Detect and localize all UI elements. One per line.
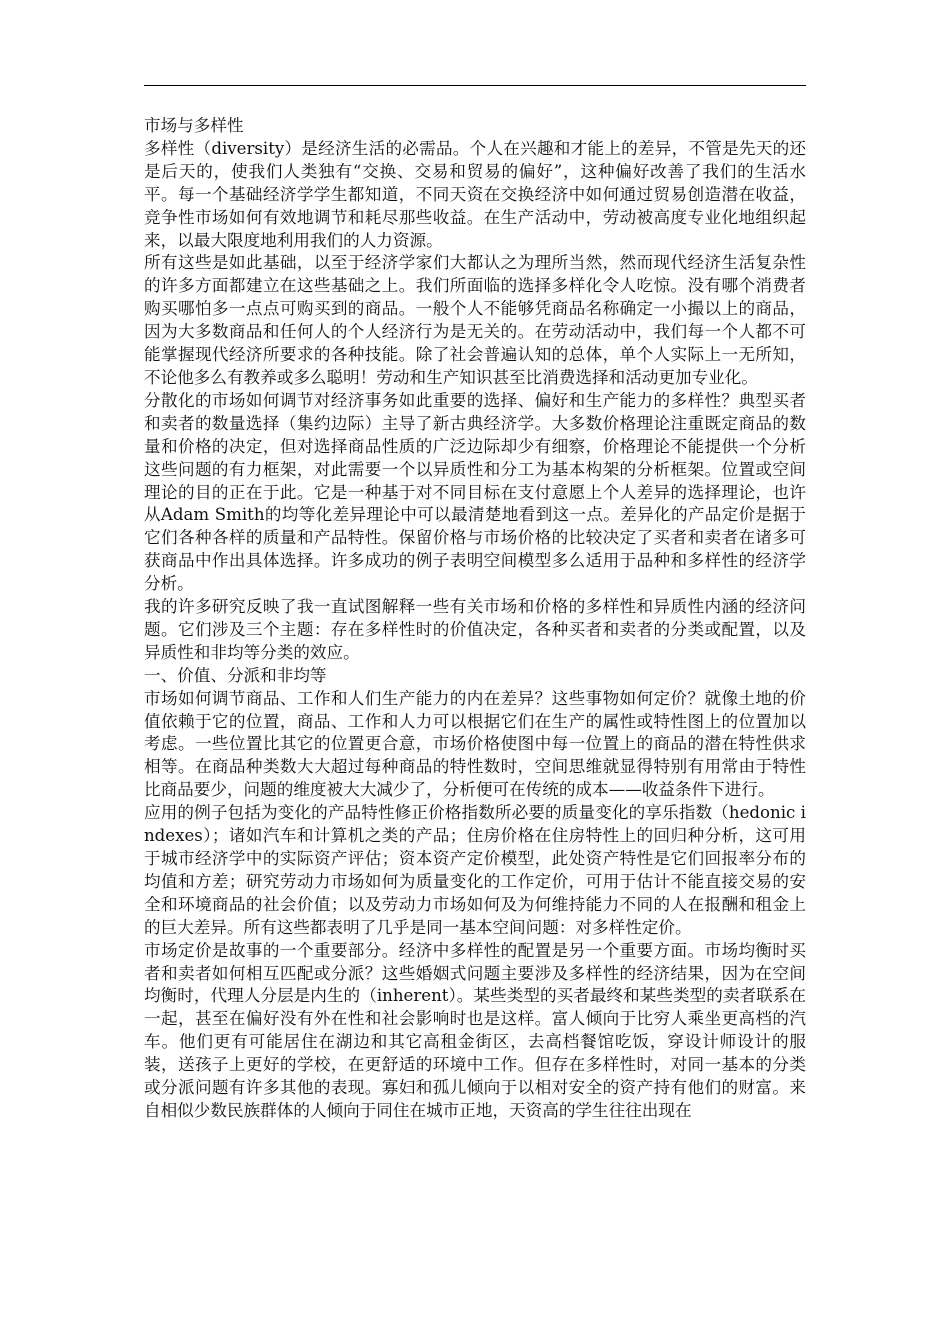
paragraph: 多样性（diversity）是经济生活的必需品。个人在兴趣和才能上的差异，不管是先天的还是后天的，使我们人类独有“交换、交易和贸易的偏好”，这种偏好改善了我们的生活水平。每一个基础经济学学生都知道，不同天资在交换经济中如何通过贸易创造潜在收益，竞争性市场如何有效地调节和耗尽那些收益。在生产活动中，劳动被高度专业化地组织起来，以最大限度地利用我们的人力资源。 <box>144 138 806 250</box>
paragraph: 市场如何调节商品、工作和人们生产能力的内在差异？这些事物如何定价？就像土地的价值依赖于它的位置，商品、工作和人力可以根据它们在生产的属性或特性图上的位置加以考虑。一些位置比其它的位置更合意，市场价格使图中每一位置上的商品的潜在特性供求相等。在商品种类数大大超过每种商品的特性数时，空间思维就显得特别有用常由于特性比商品要少，问题的维度被大大减少了，分析便可在传统的成本——收益条件下进行。 <box>144 688 806 800</box>
paragraph: 分散化的市场如何调节对经济事务如此重要的选择、偏好和生产能力的多样性？典型买者和卖者的数量选择（集约边际）主导了新古典经济学。大多数价格理论注重既定商品的数量和价格的决定，但对选择商品性质的广泛边际却少有细察，价格理论不能提供一个分析这些问题的有力框架，对此需要一个以异质性和分工为基本构架的分析框架。位置或空间理论的目的正在于此。它是一种基于对不同目标在支付意愿上个人差异的选择理论，也许从Adam Smith的均等化差异理论中可以最清楚地看到这一点。差异化的产品定价是据于它们各种各样的质量和产品特性。保留价格与市场价格的比较决定了买者和卖者在诸多可获商品中作出具体选择。许多成功的例子表明空间模型多么适用于品种和多样性的经济学分析。 <box>144 390 806 594</box>
paragraph: 应用的例子包括为变化的产品特性修正价格指数所必要的质量变化的享乐指数（hedonic indexes）；诸如汽车和计算机之类的产品；住房价格在住房特性上的回归种分析，这可用于城市经济学中的实际资产评估；资本资产定价模型，此处资产特性是它们回报率分布的均值和方差；研究劳动力市场如何为质量变化的工作定价，可用于估计不能直接交易的安全和环境商品的社会价值；以及劳动力市场如何及为何维持能力不同的人在报酬和租金上的巨大差异。所有这些都表明了几乎是同一基本空间问题：对多样性定价。 <box>144 803 806 937</box>
section-heading: 一、价值、分派和非均等 <box>144 665 327 685</box>
header-rule <box>144 85 806 86</box>
paragraph: 所有这些是如此基础，以至于经济学家们大都认之为理所当然，然而现代经济生活复杂性的许多方面都建立在这些基础之上。我们所面临的选择多样化令人吃惊。没有哪个消费者购买哪怕多一点点可购买到的商品。一般个人不能够凭商品名称确定一小撮以上的商品，因为大多数商品和任何人的个人经济行为是无关的。在劳动活动中，我们每一个人都不可能掌握现代经济所要求的各种技能。除了社会普遍认知的总体，单个人实际上一无所知，不论他多么有教养或多么聪明！劳动和生产知识甚至比消费选择和活动更加专业化。 <box>144 253 806 387</box>
paragraph: 我的许多研究反映了我一直试图解释一些有关市场和价格的多样性和异质性内涵的经济问题。它们涉及三个主题：存在多样性时的价值决定，各种买者和卖者的分类或配置，以及异质性和非均等分类的效应。 <box>144 597 806 662</box>
document-body <box>144 115 806 1123</box>
document-title: 市场与多样性 <box>144 116 244 135</box>
paragraph: 市场定价是故事的一个重要部分。经济中多样性的配置是另一个重要方面。市场均衡时买者和卖者如何相互匹配或分派？这些婚姻式问题主要涉及多样性的经济结果，因为在空间均衡时，代理人分层是内生的（inherent）。某些类型的买者最终和某些类型的卖者联系在一起，甚至在偏好没有外在性和社会影响时也是这样。富人倾向于比穷人乘坐更高档的汽车。他们更有可能居住在湖边和其它高租金街区，去高档餐馆吃饭，穿设计师设计的服装，送孩子上更好的学校，在更舒适的环境中工作。但存在多样性时，对同一基本的分类或分派问题有许多其他的表现。寡妇和孤儿倾向于以相对安全的资产持有他们的财富。来自相似少数民族群体的人倾向于同住在城市正地，天资高的学生往往出现在 <box>144 940 806 1120</box>
